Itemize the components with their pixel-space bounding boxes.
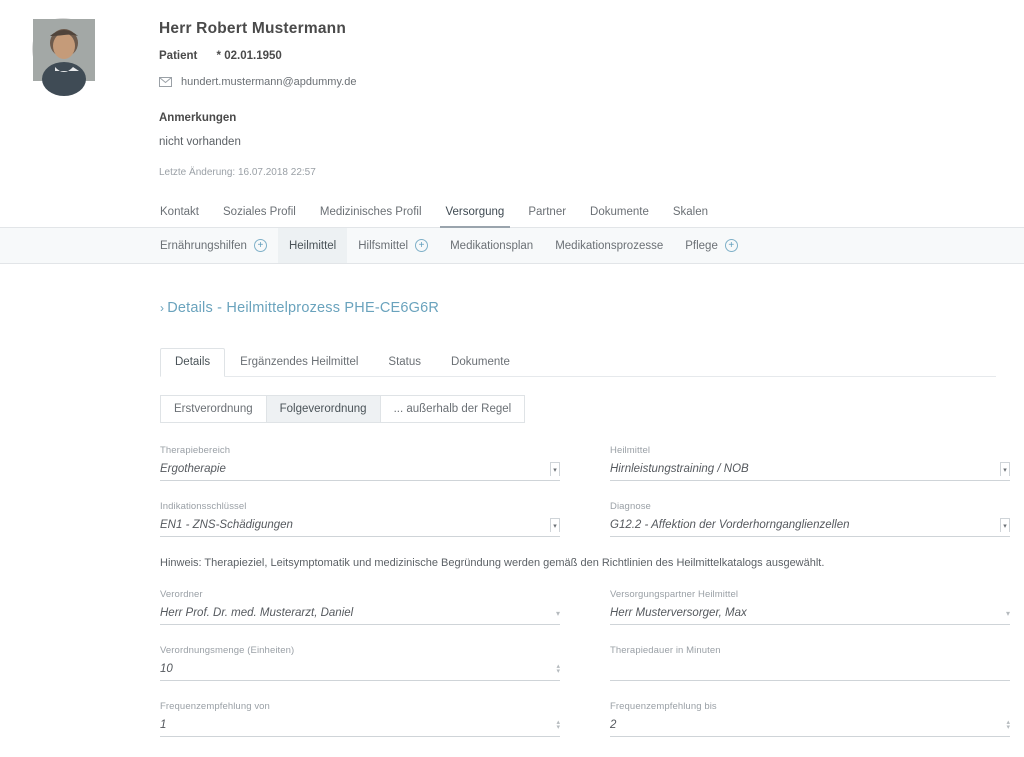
field-label: Frequenzempfehlung bis [610,701,717,712]
stepper-icon[interactable]: ▴ ▾ [556,719,560,731]
plus-icon[interactable]: + [725,239,738,252]
select-therapiebereich[interactable] [160,461,560,481]
section-tab-ergaenzendes-heilmittel[interactable]: Ergänzendes Heilmittel [240,356,359,368]
field-value: G12.2 - Affektion der Vorderhornganglienzellen [610,519,850,531]
prescription-type-group [0,395,1024,423]
field-value: 2 [610,719,617,731]
field-label: Therapiedauer in Minuten [610,645,721,656]
input-frequenzempfehlung-von[interactable] [160,717,560,737]
page-title: Herr Robert Mustermann [159,20,346,37]
chevron-down-icon[interactable]: ▾ [555,609,560,618]
section-tabs [0,348,1024,377]
subtab-label: Pflege [685,239,718,252]
details-heading-text: Details - Heilmittelprozess PHE-CE6G6R [167,300,440,316]
subtab-label: Heilmittel [288,239,337,252]
details-panel [0,264,1024,757]
select-arrow-icon[interactable]: ▾ [550,462,560,476]
field-therapiebereich [160,445,560,481]
stepper-icon[interactable]: ▴ ▾ [1006,719,1010,731]
field-value: Herr Musterversorger, Max [610,607,747,619]
section-tab-status[interactable]: Status [388,356,422,368]
details-heading [0,264,1024,316]
tab-kontakt[interactable]: Kontakt [160,206,199,218]
last-change-text: Letzte Änderung: 16.07.2018 22:57 [159,167,316,178]
select-diagnose[interactable] [610,517,1010,537]
main-tabs [0,198,1024,228]
select-arrow-icon[interactable]: ▾ [1000,462,1010,476]
subtab-heilmittel[interactable] [278,228,347,263]
field-label: Versorgungspartner Heilmittel [610,589,739,600]
subtab-ernaehrungshilfen[interactable] [160,228,278,263]
subtab-label: Hilfsmittel [358,239,409,252]
field-verordner [160,589,560,625]
subtab-label: Medikationsplan [450,239,534,252]
patient-birthdate: * 02.01.1950 [216,50,282,62]
tab-versorgung[interactable]: Versorgung [434,206,517,227]
tab-partner[interactable]: Partner [528,206,567,218]
tab-medizinisches-profil[interactable]: Medizinisches Profil [319,206,422,218]
patient-email-row [159,76,356,88]
field-label: Diagnose [610,501,651,512]
field-therapiedauer [610,645,1010,681]
field-label: Verordner [160,589,203,600]
plus-icon[interactable]: + [254,239,267,252]
subtab-hilfsmittel[interactable] [347,228,439,263]
chevron-down-icon[interactable]: ▾ [1005,609,1010,618]
field-diagnose [610,501,1010,537]
subtab-pflege[interactable] [674,228,749,263]
mail-icon [159,77,172,87]
patient-email[interactable]: hundert.mustermann@apdummy.de [181,76,357,88]
field-heilmittel [610,445,1010,481]
segment-erstverordnung[interactable]: Erstverordnung [160,395,267,423]
sub-tabs [0,228,1024,264]
dropdown-verordner[interactable] [160,605,560,625]
field-indikationsschluessel [160,501,560,537]
patient-header [0,0,1024,228]
select-indikationsschluessel[interactable] [160,517,560,537]
segment-folgeverordnung[interactable]: Folgeverordnung [266,395,381,423]
notes-value: nicht vorhanden [159,136,241,148]
subtab-medikationsprozesse[interactable] [544,228,674,263]
select-heilmittel[interactable] [610,461,1010,481]
field-value: Herr Prof. Dr. med. Musterarzt, Daniel [160,607,354,619]
input-frequenzempfehlung-bis[interactable] [610,717,1010,737]
field-label: Indikationsschlüssel [160,501,247,512]
chevron-right-icon: › [160,301,165,315]
details-form [0,445,1024,757]
field-value: Hirnleistungstraining / NOB [610,463,749,475]
field-frequenzempfehlung-von [160,701,560,737]
field-value: 10 [160,663,173,675]
tab-soziales-profil[interactable]: Soziales Profil [223,206,296,218]
subtab-label: Ernährungshilfen [160,239,247,252]
section-tab-details[interactable]: Details [160,348,225,377]
section-tab-dokumente[interactable]: Dokumente [451,356,510,368]
patient-role-row [159,50,356,62]
field-value: EN1 - ZNS-Schädigungen [160,519,293,531]
field-verordnungsmenge [160,645,560,681]
patient-summary [159,14,356,198]
field-label: Heilmittel [610,445,651,456]
hinweis-text: Hinweis: Therapieziel, Leitsymptomatik und medizinische Begründung werden gemäß den Richtlinien des Heilmittelkatalogs ausgewählt. [160,557,825,569]
subtab-medikationsplan[interactable] [439,228,544,263]
avatar [32,18,94,80]
dropdown-versorgungspartner[interactable] [610,605,1010,625]
field-frequenzempfehlung-bis [610,701,1010,737]
notes-title: Anmerkungen [159,112,237,124]
patient-role-label: Patient [159,50,198,62]
field-label: Verordnungsmenge (Einheiten) [160,645,295,656]
subtab-label: Medikationsprozesse [555,239,664,252]
stepper-icon[interactable]: ▴ ▾ [556,663,560,675]
field-label: Frequenzempfehlung von [160,701,270,712]
select-arrow-icon[interactable]: ▾ [550,518,560,532]
field-label: Therapiebereich [160,445,231,456]
tab-dokumente[interactable]: Dokumente [590,206,649,218]
input-verordnungsmenge[interactable] [160,661,560,681]
input-therapiedauer[interactable] [610,661,1010,681]
field-versorgungspartner-heilmittel [610,589,1010,625]
field-value: 1 [160,719,167,731]
field-value: Ergotherapie [160,463,226,475]
tab-skalen[interactable]: Skalen [672,206,709,218]
segment-ausserhalb-der-regel[interactable]: ... außerhalb der Regel [380,395,526,423]
plus-icon[interactable]: + [415,239,428,252]
select-arrow-icon[interactable]: ▾ [1000,518,1010,532]
